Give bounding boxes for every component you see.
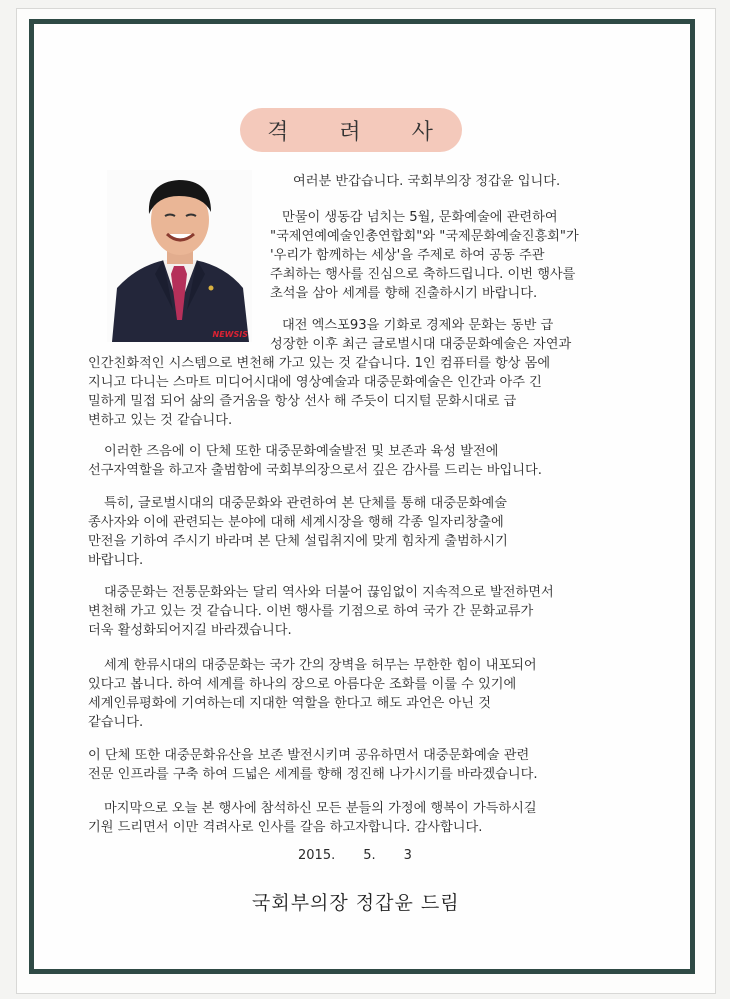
text-line: 종사자와 이에 관련되는 분야에 대해 세계시장을 행해 각종 일자리창출에 [88,515,504,530]
text-line: 세계인류평화에 기여하는데 지대한 역할을 한다고 해도 과언은 아닌 것 [88,696,491,711]
text-line: 같습니다. [88,715,144,730]
text-line: 변천해 가고 있는 것 같습니다. 이번 행사를 기점으로 하여 국가 간 문화교류가 [88,604,534,619]
document-date [298,848,440,863]
text-line: 이 단체 또한 대중문화유산을 보존 발전시키며 공유하면서 대중문화예술 관련 [88,748,530,763]
greeting-line: 여러분 반갑습니다. 국회부의장 정갑윤 입니다. [293,174,561,189]
text-line: 바랍니다. [88,553,144,568]
document-title: 격 려 사 [267,119,455,145]
text-line: 만물이 생동감 넘치는 5월, 문화예술에 관련하여 [282,210,558,225]
text-line: 만전을 기하여 주시기 바라며 본 단체 설립취지에 맞게 힘차게 출범하시기 [88,534,508,549]
text-line: 변하고 있는 것 같습니다. [88,413,233,428]
text-line: 선구자역할을 하고자 출범함에 국회부의장으로서 깊은 감사를 드리는 바입니다. [88,463,542,478]
title-banner [240,108,462,152]
person-portrait-icon [107,170,252,342]
text-line: 전문 인프라를 구축 하여 드넓은 세계를 향해 정진해 나가시기를 바라겠습니다. [88,767,538,782]
text-line: 기원 드리면서 이만 격려사로 인사를 갈음 하고자합니다. 감사합니다. [88,820,483,835]
text-line: 초석을 삼아 세계를 향해 진출하시기 바랍니다. [270,286,538,301]
text-line: 특히, 글로벌시대의 대중문화와 관련하여 본 단체를 통해 대중문화예술 [104,496,507,511]
text-line: 대전 엑스포93을 기화로 경제와 문화는 동반 급 [282,318,554,333]
text-line: 밀하게 밀접 되어 삶의 즐거움을 항상 선사 해 주듯이 디지털 문화시대로 급 [88,394,517,409]
photo-watermark: NEWSIS [212,330,248,339]
text-line: 성장한 이후 최근 글로벌시대 대중문화예술은 자연과 [270,337,572,352]
text-line: 주최하는 행사를 진심으로 축하드립니다. 이번 행사를 [270,267,576,282]
text-line: 있다고 봅니다. 하여 세계를 하나의 장으로 아름다운 조화를 이룰 수 있기에 [88,677,517,692]
text-line: 대중문화는 전통문화와는 달리 역사와 더불어 끊임없이 지속적으로 발전하면서 [104,585,554,600]
text-line: '우리가 함께하는 세상'을 주제로 하여 공동 주관 [270,248,545,263]
date-day: 3 [403,848,412,863]
date-month: 5. [363,848,376,863]
text-line: "국제연예예술인총연합회"와 "국제문화예술진흥회"가 [270,229,579,244]
text-line: 지니고 다니는 스마트 미디어시대에 영상예술과 대중문화예술은 인간과 아주 긴 [88,375,542,390]
text-line: 마지막으로 오늘 본 행사에 참석하신 모든 분들의 가정에 행복이 가득하시길 [104,801,537,816]
date-year: 2015. [298,848,336,863]
signature-line: 국회부의장 정갑윤 드림 [252,892,460,914]
text-line: 더욱 활성화되어지길 바라겠습니다. [88,623,292,638]
text-line: 세계 한류시대의 대중문화는 국가 간의 장벽을 허무는 무한한 힘이 내포되어 [104,658,537,673]
portrait-photo [107,170,252,342]
text-line: 인간친화적인 시스템으로 변천해 가고 있는 것 같습니다. 1인 컴퓨터를 항상 몸에 [88,356,551,371]
text-line: 이러한 즈음에 이 단체 또한 대중문화예술발전 및 보존과 육성 발전에 [104,444,499,459]
